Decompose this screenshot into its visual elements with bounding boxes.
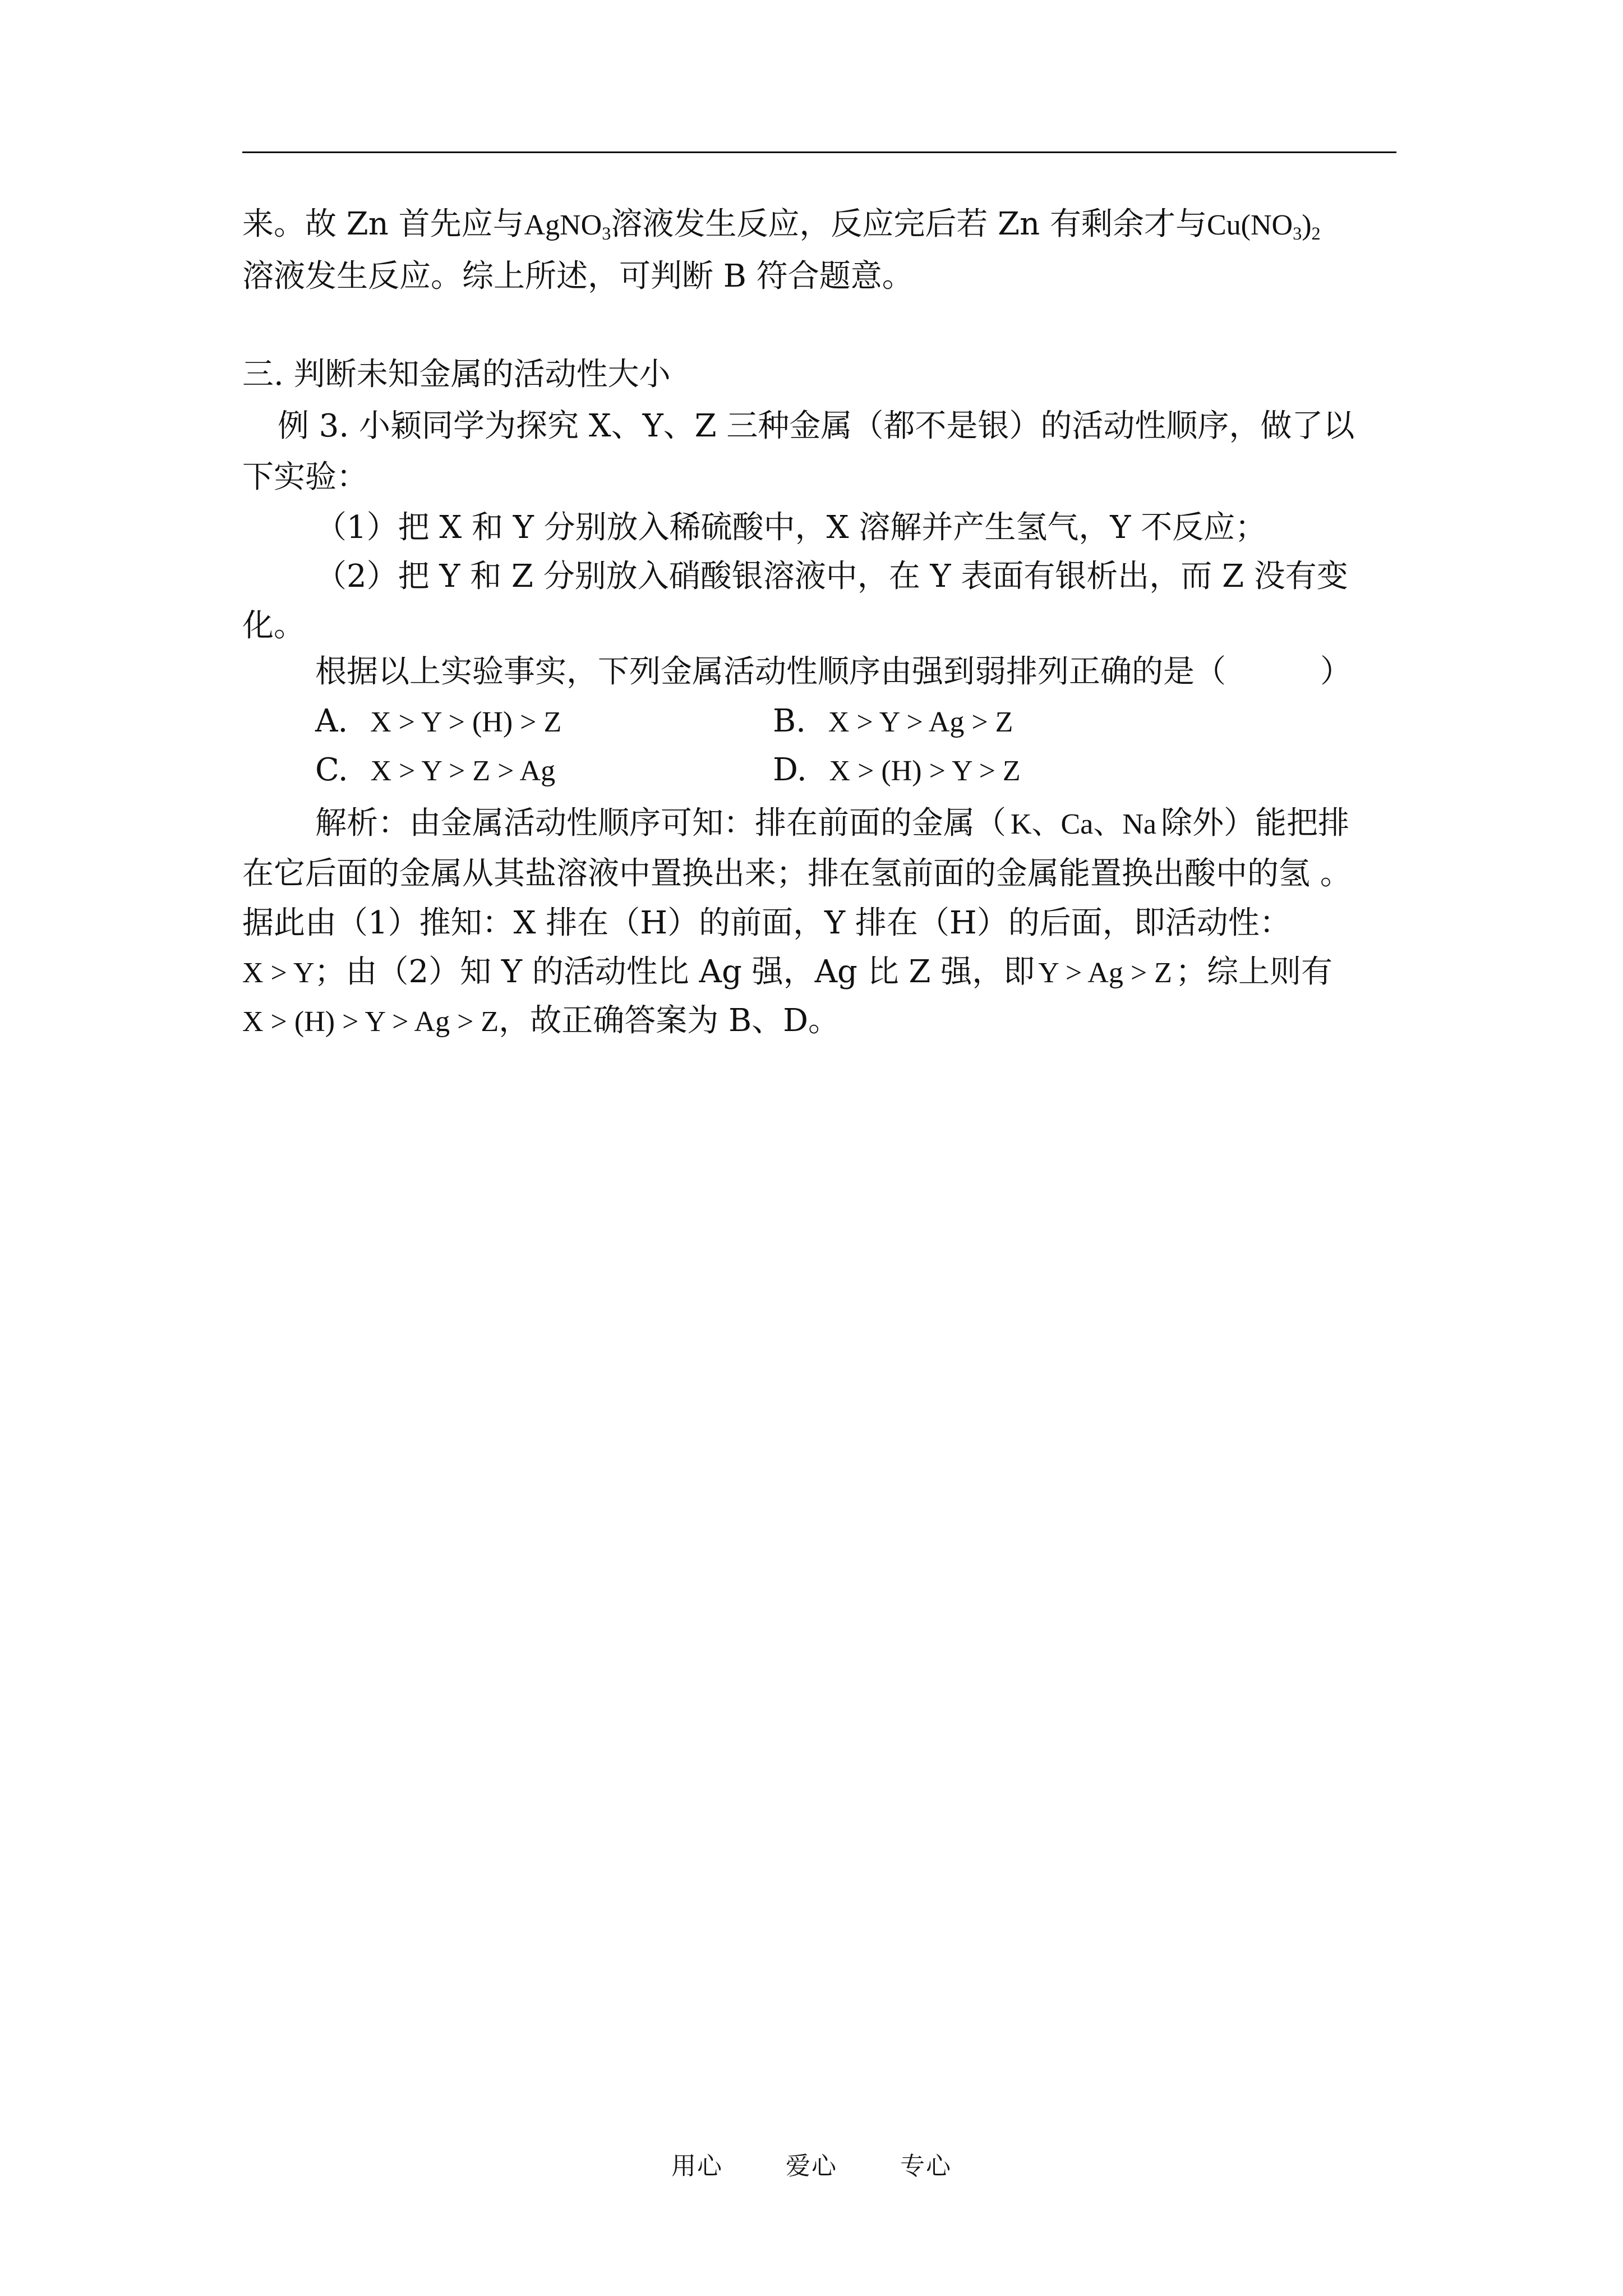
formula-text: ) <box>1302 209 1312 241</box>
option-formula: X > Y > Ag > Z <box>828 706 1013 738</box>
text-run: 来。故 Zn 首先应与 <box>242 206 524 242</box>
text-run: ；由（2）知 Y 的活动性比 Ag 强，Ag 比 Z 强，即 <box>314 954 1035 990</box>
text-run: 解析：由金属活动性顺序可知：排在前面的金属（ <box>315 805 1006 841</box>
formula-subscript: 2 <box>1311 223 1321 244</box>
analysis-line-4 <box>242 956 1332 988</box>
option-formula: X > Y > (H) > Z <box>370 706 562 738</box>
formula-subscript: 3 <box>1293 223 1302 244</box>
formula-y-gt-ag-gt-z: Y > Ag > Z <box>1038 957 1172 989</box>
option-b <box>773 703 1013 739</box>
text-run: 除外）能把排 <box>1160 805 1349 841</box>
paragraph-a-line-1 <box>242 206 1321 244</box>
text-run: ；综上则有 <box>1175 954 1332 990</box>
question-stem: 根据以上实验事实，下列金属活动性顺序由强到弱排列正确的是（ ） <box>315 654 1352 690</box>
formula-text: AgNO <box>524 209 602 241</box>
experiment-1: （1）把 X 和 Y 分别放入稀硫酸中，X 溶解并产生氢气，Y 不反应； <box>315 509 1267 546</box>
analysis-line-5 <box>242 1002 840 1039</box>
option-formula: X > Y > Z > Ag <box>370 755 556 787</box>
formula-full-order: X > (H) > Y > Ag > Z <box>242 1006 499 1038</box>
footer-text-3: 专心 <box>900 2152 952 2180</box>
analysis-line-3: 据此由（1）推知：X 排在（H）的前面，Y 排在（H）的后面，即活动性： <box>242 905 1291 941</box>
formula-text: Cu(NO <box>1206 209 1293 241</box>
example-intro-line-2: 下实验： <box>242 459 368 495</box>
formula-agno3 <box>524 209 611 244</box>
analysis-line-2: 在它后面的金属从其盐溶液中置换出来；排在氢前面的金属能置换出酸中的氢 。 <box>242 855 1352 892</box>
formula-k-ca-na: K、Ca、Na <box>1011 808 1156 840</box>
option-c <box>315 754 555 786</box>
option-formula: X > (H) > Y > Z <box>829 755 1021 787</box>
option-label: C. <box>315 752 348 788</box>
option-label: A. <box>315 703 348 739</box>
example-intro-line-1: 例 3. 小颖同学为探究 X、Y、Z 三种金属（都不是银）的活动性顺序，做了以 <box>278 408 1355 444</box>
experiment-2-line-2: 化。 <box>242 608 305 644</box>
page-footer <box>0 2154 1623 2179</box>
header-rule <box>242 151 1396 153</box>
formula-subscript: 3 <box>602 223 611 244</box>
experiment-2-line-1: （2）把 Y 和 Z 分别放入硝酸银溶液中，在 Y 表面有银析出，而 Z 没有变 <box>315 558 1348 595</box>
footer-text-2: 爱心 <box>786 2152 837 2180</box>
text-run: 溶液发生反应，反应完后若 Zn 有剩余才与 <box>611 206 1207 242</box>
text-run: ，故正确答案为 B、D。 <box>499 1002 840 1039</box>
option-a <box>315 703 562 739</box>
option-label: B. <box>773 703 806 739</box>
formula-x-gt-y: X > Y <box>242 957 315 989</box>
option-label: D. <box>773 752 807 788</box>
footer-text-1: 用心 <box>671 2152 723 2180</box>
section-heading: 三. 判断未知金属的活动性大小 <box>242 356 671 393</box>
analysis-line-1 <box>315 805 1349 841</box>
formula-cu-no3-2 <box>1206 209 1321 244</box>
option-d <box>773 754 1021 786</box>
paragraph-a-line-2: 溶液发生反应。综上所述，可判断 B 符合题意。 <box>242 258 914 295</box>
